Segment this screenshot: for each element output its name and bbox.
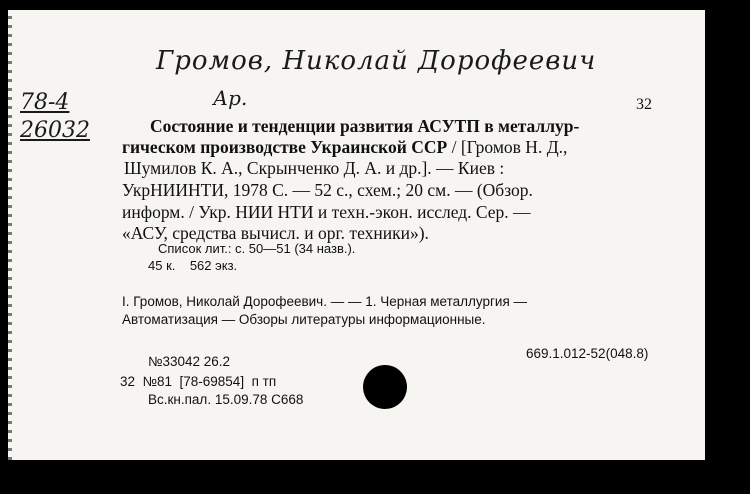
record-number: №33042 26.2 <box>148 354 231 369</box>
description-line-4: УкрНИИНТИ, 1978 С. — 52 с., схем.; 20 см. — (Обзор. <box>122 180 533 200</box>
handwritten-author-name: Громов, Николай Дорофеевич <box>156 46 597 76</box>
description-line-5: информ. / Укр. НИИ НТИ и техн.-экон. исслед. Сер. — <box>122 202 531 222</box>
subject-heading-1: I. Громов, Николай Дорофеевич. — — 1. Черная металлургия — <box>122 294 528 309</box>
card-punch-hole <box>363 365 407 409</box>
title-line-1: Состояние и тенденции развития АСУТП в металлур- <box>150 116 580 136</box>
title-line-2-rest: / [Громов Н. Д., <box>447 137 568 157</box>
stamp-line: 32 №81 [78-69854] п тп <box>120 374 277 389</box>
bibliography-note: Список лит.: с. 50—51 (34 назв.). <box>158 241 356 256</box>
handwritten-author-suffix: Ар. <box>213 86 248 110</box>
title-line-2 <box>122 137 567 158</box>
printing-line: Вс.кн.пал. 15.09.78 С668 <box>148 392 304 407</box>
classification-code: 669.1.012-52(048.8) <box>526 346 649 361</box>
subject-heading-2: Автоматизация — Обзоры литературы информационные. <box>122 312 486 327</box>
handwritten-call-number-bottom: 26032 <box>20 118 90 143</box>
title-line-2-bold: гическом производстве Украинской ССР <box>122 137 448 157</box>
handwritten-call-number-top: 78-4 <box>20 90 70 115</box>
catalog-card <box>8 10 705 460</box>
description-line-3: Шумилов К. А., Скрынченко Д. А. и др.]. — Киев : <box>124 158 505 178</box>
description-line-6: «АСУ, средства вычисл. и орг. техники»). <box>122 223 429 243</box>
page-number: 32 <box>636 96 652 113</box>
card-torn-edge <box>8 10 12 460</box>
price-copies: 45 к. 562 экз. <box>148 258 238 273</box>
